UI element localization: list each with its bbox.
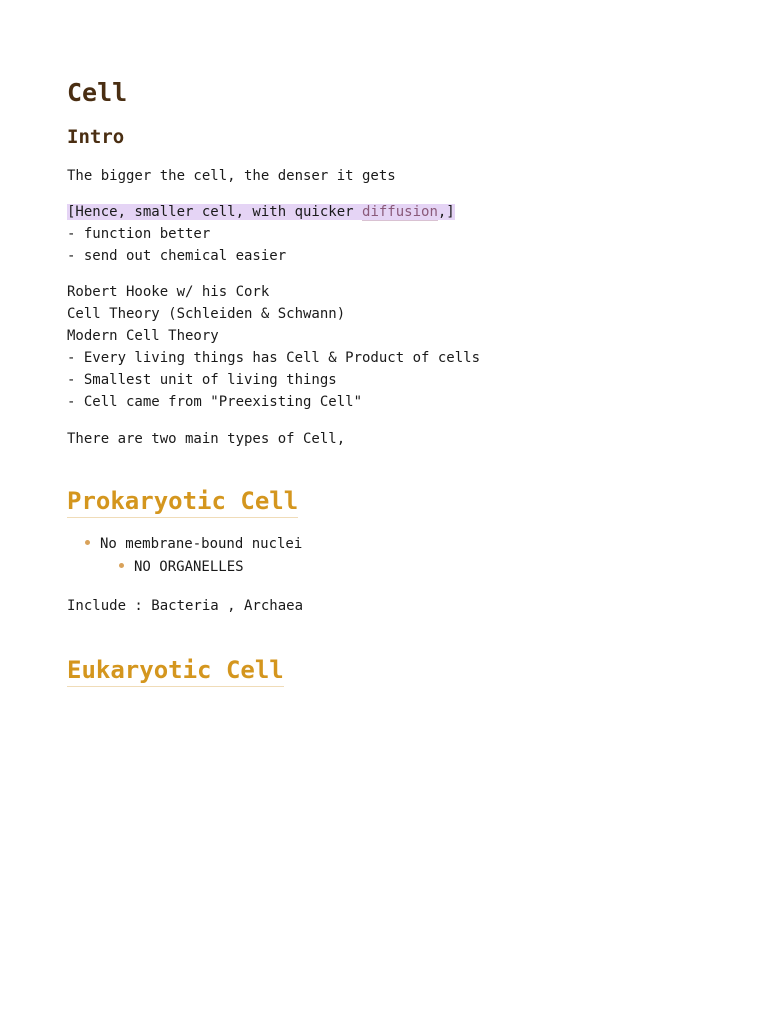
bullet-text: No membrane-bound nuclei <box>100 536 303 552</box>
history-line-5: - Smallest unit of living things <box>67 372 337 388</box>
sub-bullet-text: NO ORGANELLES <box>134 559 244 575</box>
intro-heading: Intro <box>67 126 125 148</box>
history-line-2: Cell Theory (Schleiden & Schwann) <box>67 306 346 322</box>
highlight-suffix: ,] <box>437 204 455 220</box>
include-line: Include : Bacteria , Archaea <box>67 598 304 614</box>
highlight-block <box>67 204 455 220</box>
highlighted-note <box>67 201 455 223</box>
history-line-3: Modern Cell Theory <box>67 328 219 344</box>
bullet-dot-icon <box>119 563 124 568</box>
history-line-6: - Cell came from "Preexisting Cell" <box>67 394 363 410</box>
history-line-1: Robert Hooke w/ his Cork <box>67 284 270 300</box>
types-line: There are two main types of Cell, <box>67 431 346 447</box>
page-title: Cell <box>67 78 128 107</box>
diffusion-link[interactable]: diffusion <box>362 204 438 220</box>
highlight-prefix: [Hence, smaller cell, with quicker <box>67 204 363 220</box>
function-line-1: - function better <box>67 226 211 242</box>
intro-line: The bigger the cell, the denser it gets <box>67 168 396 184</box>
bullet-item <box>85 533 302 555</box>
bullet-dot-icon <box>85 540 90 545</box>
function-line-2: - send out chemical easier <box>67 248 287 264</box>
prokaryotic-heading: Prokaryotic Cell <box>67 486 298 518</box>
sub-bullet-item <box>119 556 244 578</box>
eukaryotic-heading: Eukaryotic Cell <box>67 655 284 687</box>
history-line-4: - Every living things has Cell & Product of cells <box>67 350 481 366</box>
